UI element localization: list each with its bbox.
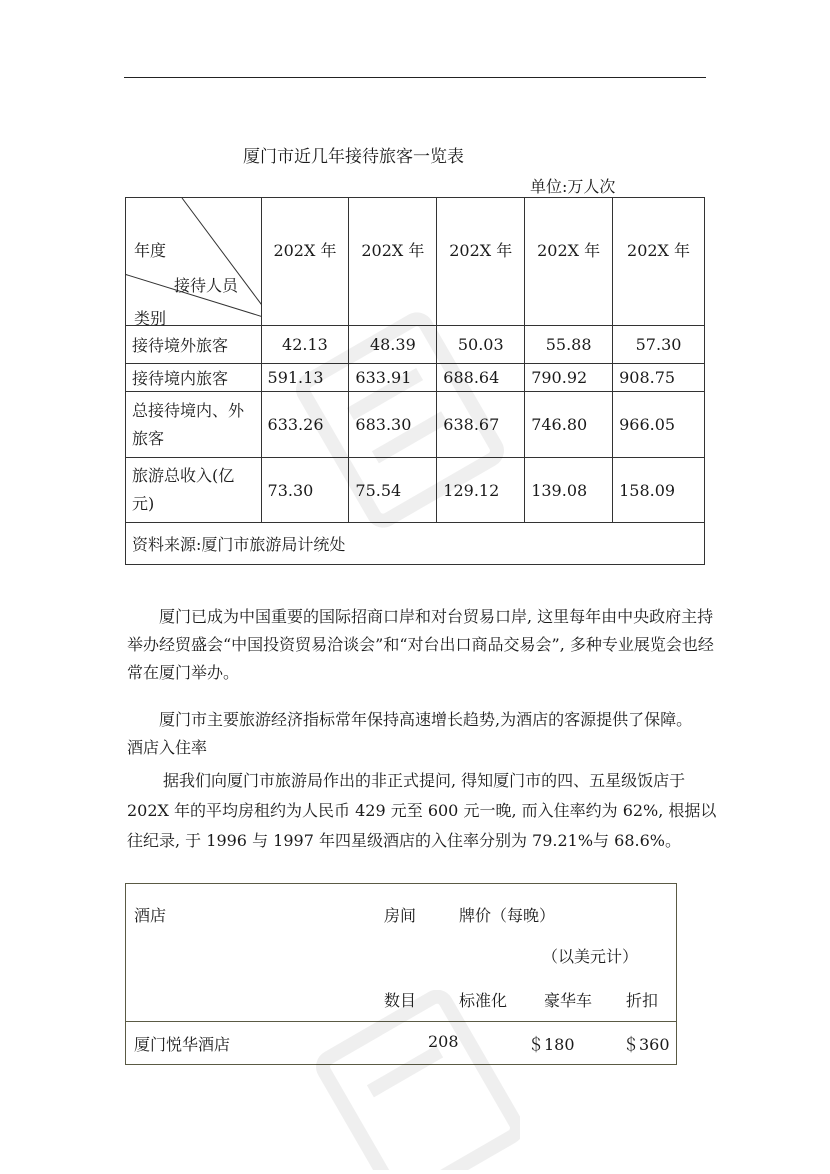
header-discount: 折扣 [626, 991, 659, 1010]
header-price: 牌价（每晚） [459, 906, 556, 925]
row-label: 接待境内旅客 [126, 364, 262, 392]
table-cell: 638.67 [437, 392, 525, 458]
table-cell: 42.13 [261, 326, 349, 364]
watermark-shape [290, 300, 510, 540]
table-title: 厦门市近几年接待旅客一览表 [243, 147, 464, 167]
table-cell: 129.12 [437, 458, 525, 523]
row-label: 总接待境内、外旅客 [126, 392, 262, 458]
source-note: 资料来源:厦门市旅游局计统处 [126, 523, 705, 565]
table-cell: 75.54 [349, 458, 437, 523]
table-cell: 158.09 [613, 458, 705, 523]
year-header: 202X 年 [525, 198, 613, 326]
table-cell: 73.30 [261, 458, 349, 523]
table-cell: 633.26 [261, 392, 349, 458]
table-cell: 139.08 [525, 458, 613, 523]
paragraph: 厦门市主要旅游经济指标常年保持高速增长趋势,为酒店的客源提供了保障。 [159, 710, 693, 729]
header-rooms: 房间 [384, 906, 417, 925]
header-hotel: 酒店 [134, 906, 167, 925]
table-cell: 688.64 [437, 364, 525, 392]
table-cell: 790.92 [525, 364, 613, 392]
hotel-luxury-price: ＄180 [528, 1035, 575, 1054]
table-cell: 55.88 [525, 326, 613, 364]
header-standard: 标准化 [459, 991, 508, 1010]
year-header: 202X 年 [261, 198, 349, 326]
hotel-discount-price: ＄360 [623, 1035, 670, 1054]
year-header: 202X 年 [437, 198, 525, 326]
year-header: 202X 年 [613, 198, 705, 326]
corner-person-label: 接待人员 [174, 276, 239, 295]
watermark-shape [300, 990, 520, 1170]
table-cell: 591.13 [261, 364, 349, 392]
header-count: 数目 [384, 991, 417, 1010]
year-header: 202X 年 [349, 198, 437, 326]
paragraph: 厦门已成为中国重要的国际招商口岸和对台贸易口岸, 这里每年由中央政府主持举办经贸盛会“中国投资贸易洽谈会”和“对台出口商品交易会”, 多种专业展览会也经常在厦门举办。 [127, 607, 714, 682]
table-cell: 683.30 [349, 392, 437, 458]
table-cell: 746.80 [525, 392, 613, 458]
header-luxury: 豪华车 [544, 991, 593, 1010]
hotel-name: 厦门悦华酒店 [134, 1035, 231, 1054]
table-cell: 50.03 [437, 326, 525, 364]
corner-year-label: 年度 [134, 241, 167, 260]
table-unit: 单位:万人次 [530, 177, 616, 196]
row-label: 接待境外旅客 [126, 326, 262, 364]
table-cell: 57.30 [613, 326, 705, 364]
table-cell: 908.75 [613, 364, 705, 392]
header-usd: （以美元计） [542, 947, 639, 966]
corner-cell [126, 198, 262, 326]
corner-category-label: 类别 [134, 309, 167, 328]
table-cell: 633.91 [349, 364, 437, 392]
hotel-rooms: 208 [428, 1032, 459, 1051]
header-rule [124, 77, 706, 78]
table-cell: 966.05 [613, 392, 705, 458]
table-cell: 48.39 [349, 326, 437, 364]
row-label: 旅游总收入(亿元) [126, 458, 262, 523]
paragraph: 据我们向厦门市旅游局作出的非正式提问, 得知厦门市的四、五星级饭店于 202X 年的平均房租约为人民币 429 元至 600 元一晚, 而入住率约为 62%, 根据以往纪录, 于 1996 与 1997 年四星级酒店的入住率分别为 79.21%与 68.6%。 [127, 771, 717, 850]
section-heading: 酒店入住率 [127, 738, 208, 757]
